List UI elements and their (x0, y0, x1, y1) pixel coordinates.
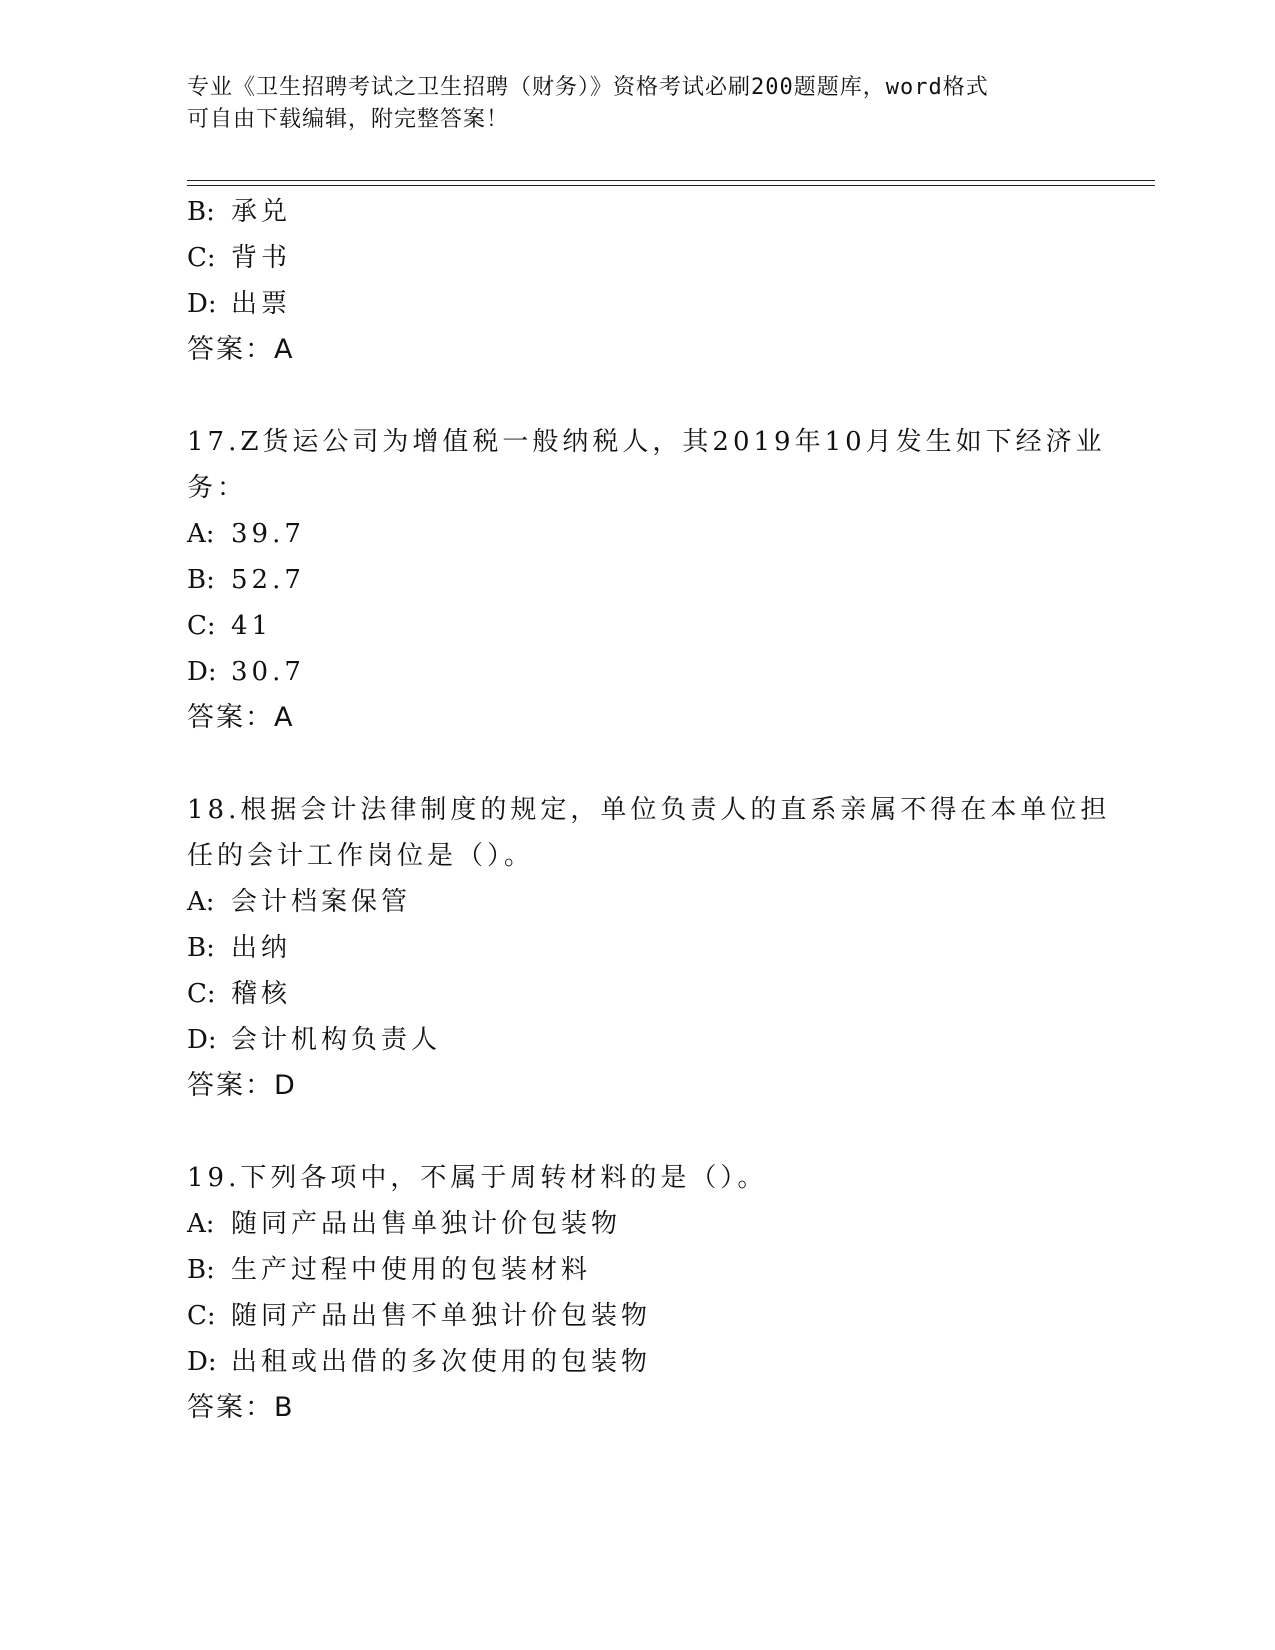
option-letter: B: (187, 933, 215, 963)
question-list (187, 189, 1111, 1431)
question-16-continued (187, 189, 1087, 373)
question-text-line-2: 务： (187, 473, 248, 503)
question-18 (187, 787, 1111, 1109)
option-d (187, 1017, 1087, 1063)
option-text: 52.7 (231, 565, 305, 595)
option-text: 41 (231, 611, 273, 641)
question-text-line-1: 18.根据会计法律制度的规定，单位负责人的直系亲属不得在本单位担 (187, 795, 1111, 825)
option-a (187, 511, 1087, 557)
answer-line: 答案：A (187, 702, 295, 733)
header-divider-top (187, 180, 1155, 181)
option-letter: C: (187, 243, 216, 273)
option-letter: C: (187, 979, 216, 1009)
option-letter: C: (187, 611, 216, 641)
option-d (187, 281, 1087, 327)
option-text: 30.7 (231, 657, 305, 687)
answer-line: 答案：A (187, 334, 295, 365)
option-letter: D: (187, 1347, 217, 1377)
option-text: 出租或出借的多次使用的包装物 (231, 1347, 652, 1377)
option-letter: C: (187, 1301, 216, 1331)
option-letter: A: (187, 887, 215, 917)
option-c (187, 1293, 1087, 1339)
option-letter: D: (187, 289, 217, 319)
option-text: 稽核 (231, 979, 292, 1009)
question-17 (187, 419, 1106, 741)
option-b (187, 189, 1087, 235)
option-letter: B: (187, 197, 215, 227)
question-text-line-1: 19.下列各项中，不属于周转材料的是（）。 (187, 1163, 768, 1193)
option-c (187, 235, 1087, 281)
option-b (187, 557, 1087, 603)
option-text: 39.7 (231, 519, 305, 549)
option-c (187, 971, 1087, 1017)
spacer (187, 1109, 1087, 1155)
header-line-2: 可自由下载编辑，附完整答案！ (187, 107, 510, 132)
option-text: 出纳 (231, 933, 292, 963)
option-a (187, 1201, 1087, 1247)
header-line-1: 专业《卫生招聘考试之卫生招聘（财务）》资格考试必刷200题题库，word格式 (187, 75, 989, 100)
spacer (187, 373, 1087, 419)
option-a (187, 879, 1087, 925)
option-b (187, 1247, 1087, 1293)
option-d (187, 649, 1087, 695)
option-c (187, 603, 1087, 649)
option-letter: D: (187, 657, 217, 687)
spacer (187, 741, 1087, 787)
option-text: 出票 (231, 289, 292, 319)
option-letter: B: (187, 1255, 215, 1285)
question-19 (187, 1155, 1087, 1431)
option-text: 生产过程中使用的包装材料 (231, 1255, 592, 1285)
question-text-line-2: 任的会计工作岗位是（）。 (187, 841, 535, 871)
option-letter: A: (187, 1209, 215, 1239)
option-text: 背书 (231, 243, 292, 273)
option-letter: A: (187, 519, 215, 549)
option-text: 随同产品出售不单独计价包装物 (231, 1301, 652, 1331)
option-text: 会计机构负责人 (231, 1025, 442, 1055)
option-text: 随同产品出售单独计价包装物 (231, 1209, 622, 1239)
option-text: 会计档案保管 (231, 887, 412, 917)
option-letter: B: (187, 565, 215, 595)
option-d (187, 1339, 1087, 1385)
option-b (187, 925, 1087, 971)
question-text-line-1: 17.Z货运公司为增值税一般纳税人，其2019年10月发生如下经济业 (187, 427, 1106, 457)
answer-line: 答案：D (187, 1070, 297, 1101)
answer-line: 答案：B (187, 1392, 295, 1423)
document-header (187, 72, 1067, 136)
option-text: 承兑 (231, 197, 292, 227)
header-divider-bottom (187, 185, 1155, 186)
option-letter: D: (187, 1025, 217, 1055)
